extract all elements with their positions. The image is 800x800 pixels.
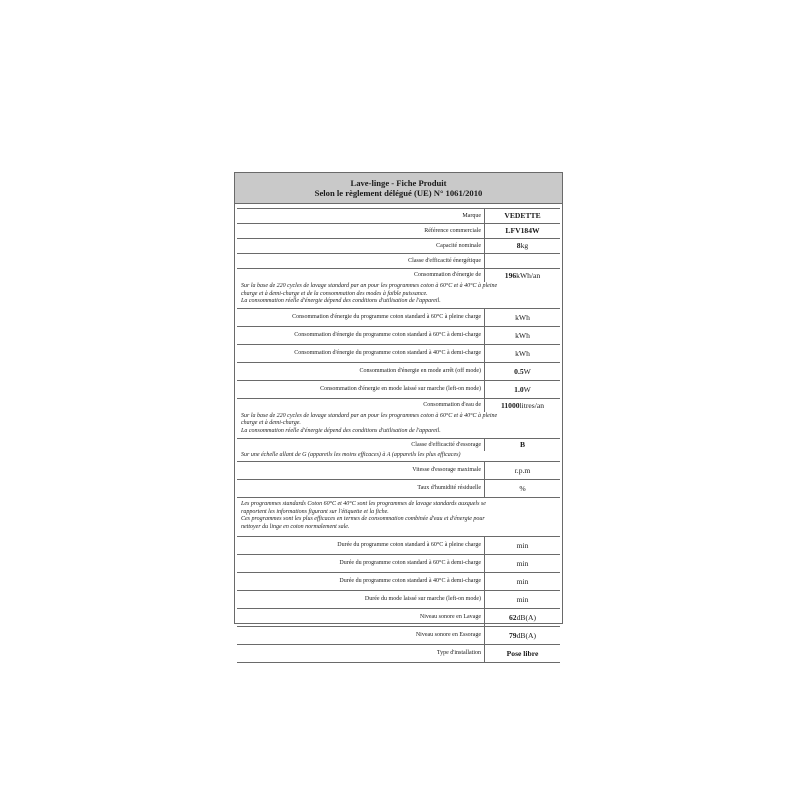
- spec-table: [237, 208, 560, 663]
- row-label: Type d'installation: [237, 645, 485, 662]
- note-energie: Sur la base de 220 cycles de lavage standard par an pour les programmes coton à 60°C et à 40°C à pleine charge et à demi-charge et de la consommation des modes à faible puissance. La consommation réelle d'énergie dépend des conditions d'utilisation de l'appareil.: [237, 282, 560, 309]
- row-conso-arret: [237, 363, 560, 381]
- row-value: 79: [509, 630, 517, 640]
- note-essorage: Sur une échelle allant de G (appareils les moins efficaces) à A (appareils les plus efficaces): [237, 451, 560, 463]
- sheet-title: Lave-linge - Fiche Produit: [350, 178, 447, 188]
- row-unit: W: [523, 384, 531, 394]
- row-consommation: [237, 269, 560, 282]
- sheet-subtitle: Selon le règlement délégué (UE) N° 1061/2010: [314, 188, 483, 198]
- row-value: 8: [516, 241, 521, 250]
- row-value: 1.0: [514, 384, 524, 394]
- row-value: VEDETTE: [504, 211, 541, 220]
- row-value: [485, 254, 560, 268]
- row-label: Durée du programme coton standard à 60°C à pleine charge: [237, 537, 485, 554]
- row-duree-60-demi: [237, 555, 560, 573]
- row-conso-60-demi: [237, 327, 560, 345]
- note-programmes: Les programmes standards Coton 60°C et 40°C sont les programmes de lavage standards auxquels se rapportent les informations figurant sur l'étiquette et la fiche. Ces programmes sont les plus efficaces en termes de consommation combinée d'eau et d'énergie pour nettoyer du linge en coton normalement sale.: [237, 498, 560, 536]
- row-conso-marche: [237, 381, 560, 399]
- row-unit: min: [516, 540, 529, 550]
- row-label: Référence commerciale: [237, 224, 485, 238]
- row-label: Consommation d'énergie en mode laissé sur marche (left-on mode): [237, 381, 485, 398]
- row-unit: dB(A): [516, 612, 536, 622]
- row-eau: [237, 399, 560, 412]
- row-essorage: [237, 439, 560, 451]
- row-unit: kg: [520, 241, 529, 250]
- row-duree-60-pleine: [237, 537, 560, 555]
- row-label: Consommation d'énergie du programme coton standard à 40°C à demi-charge: [237, 345, 485, 362]
- row-label: Niveau sonore en Lavage: [237, 609, 485, 626]
- row-unit: kWh: [515, 348, 530, 358]
- row-vitesse: [237, 462, 560, 480]
- row-label: Consommation d'énergie du programme coton standard à 60°C à demi-charge: [237, 327, 485, 344]
- row-label: Durée du programme coton standard à 40°C à demi-charge: [237, 573, 485, 590]
- row-unit: dB(A): [516, 630, 536, 640]
- row-value: 196: [504, 271, 517, 280]
- row-label: Consommation d'eau de: [237, 399, 485, 412]
- row-unit: %: [519, 484, 526, 494]
- row-unit: min: [516, 594, 529, 604]
- row-unit: min: [516, 558, 529, 568]
- row-label: Classe d'efficacité énergétique: [237, 254, 485, 268]
- row-duree-marche: [237, 591, 560, 609]
- row-unit: kWh: [515, 330, 530, 340]
- row-sonore-essorage: [237, 627, 560, 645]
- row-marque: [237, 209, 560, 224]
- row-unit: min: [516, 576, 529, 586]
- row-label: Niveau sonore en Essorage: [237, 627, 485, 644]
- row-unit: kWh: [515, 312, 530, 322]
- note-eau: Sur la base de 220 cycles de lavage standard par an pour les programmes coton à 60°C et à 40°C à pleine charge et à demi-charge. La consommation réelle d'énergie dépend des conditions d'utilisation de l'appareil.: [237, 412, 560, 439]
- row-classe-energie: [237, 254, 560, 269]
- row-label: Classe d'efficacité d'essorage: [237, 439, 485, 451]
- row-capacite: [237, 239, 560, 254]
- row-unit: W: [523, 366, 531, 376]
- row-label: Consommation d'énergie du programme coton standard à 60°C à pleine charge: [237, 309, 485, 326]
- row-reference: [237, 224, 560, 239]
- row-value: Pose libre: [506, 648, 539, 658]
- row-value: B: [519, 439, 526, 449]
- row-installation: [237, 645, 560, 663]
- row-duree-40-demi: [237, 573, 560, 591]
- row-conso-60-pleine: [237, 309, 560, 327]
- row-label: Vitesse d'essorage maximale: [237, 462, 485, 479]
- row-label: Consommation d'énergie en mode arrêt (off mode): [237, 363, 485, 380]
- row-unit: kWh/an: [516, 271, 541, 280]
- row-humidite: [237, 480, 560, 498]
- row-label: Durée du programme coton standard à 60°C à demi-charge: [237, 555, 485, 572]
- product-sheet: [234, 172, 563, 658]
- row-value: 62: [509, 612, 517, 622]
- row-conso-40-demi: [237, 345, 560, 363]
- row-label: Durée du mode laissé sur marche (left-on mode): [237, 591, 485, 608]
- sheet-header: [235, 173, 562, 204]
- row-value: 0.5: [514, 366, 524, 376]
- row-label: Consommation d'énergie de: [237, 269, 485, 282]
- row-value: 11000: [500, 400, 520, 410]
- row-value: LFV184W: [505, 226, 540, 235]
- row-sonore-lavage: [237, 609, 560, 627]
- row-unit: litres/an: [519, 400, 545, 410]
- row-unit: r.p.m: [514, 466, 531, 476]
- row-label: Taux d'humidité résiduelle: [237, 480, 485, 497]
- row-label: Capacité nominale: [237, 239, 485, 253]
- row-label: Marque: [237, 209, 485, 223]
